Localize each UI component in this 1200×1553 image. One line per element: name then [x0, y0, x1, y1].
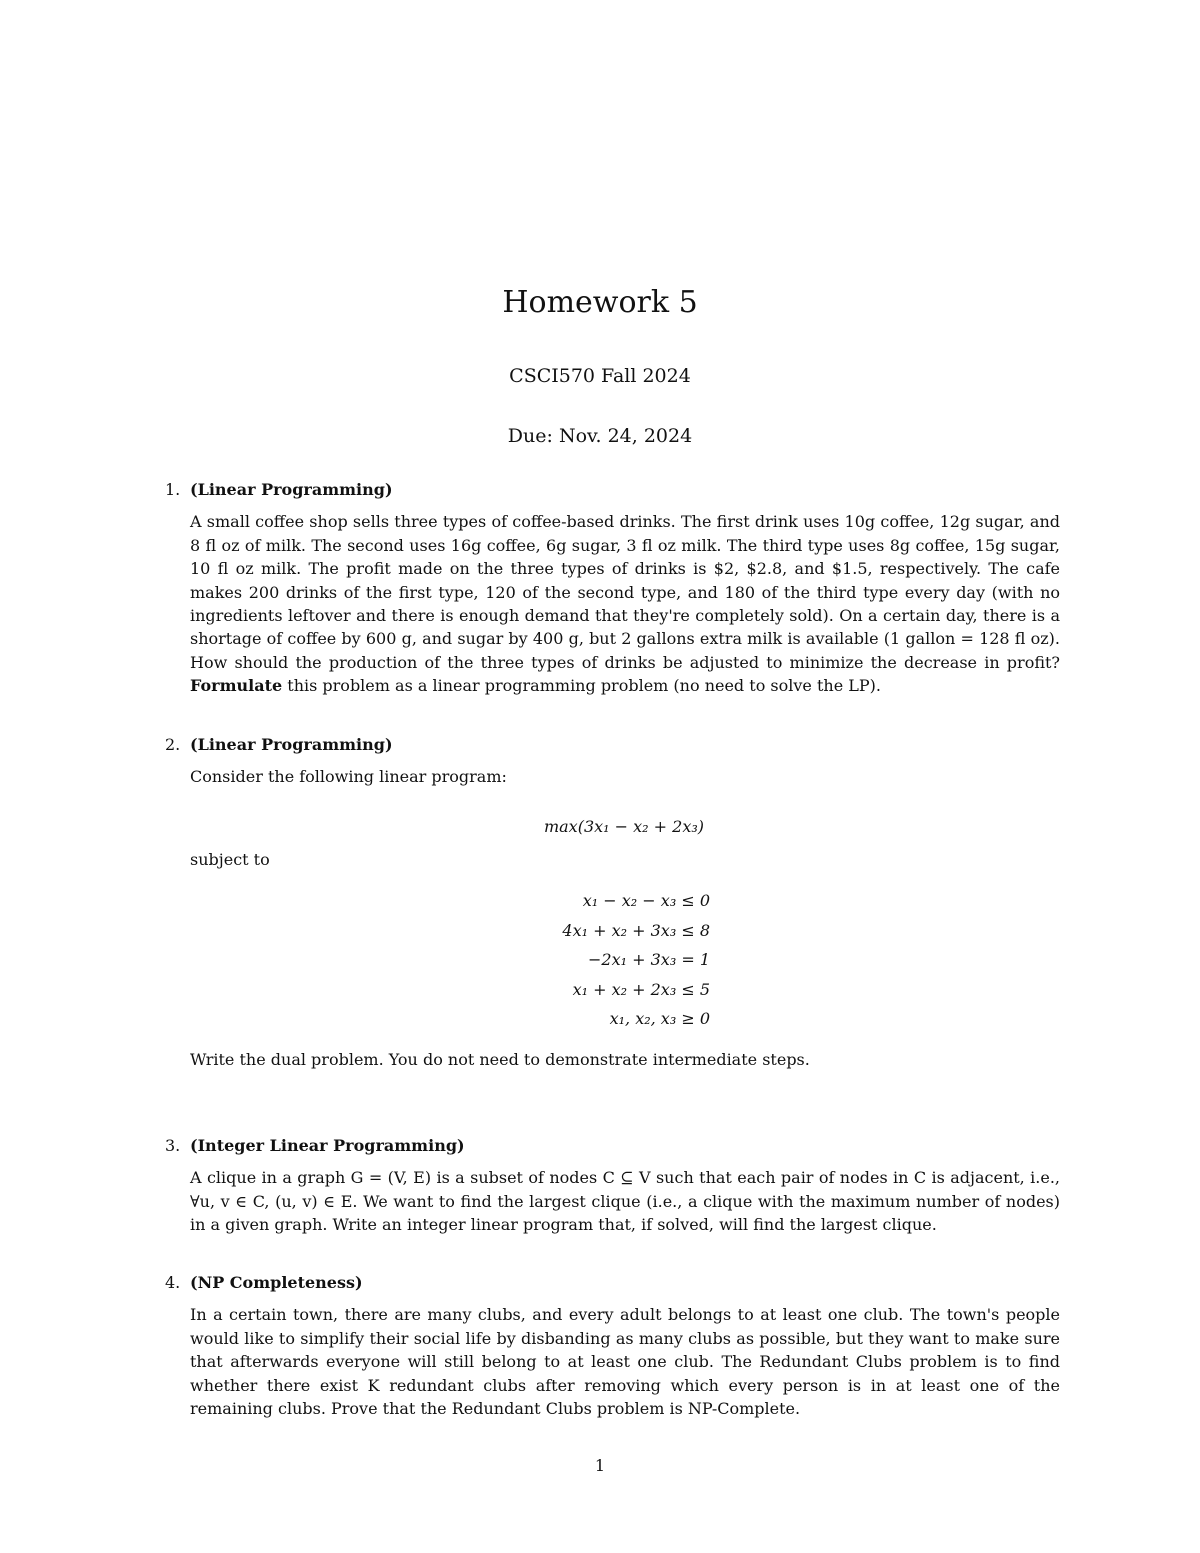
- problem-number: 1.: [165, 480, 181, 499]
- lp-constraint: 4x₁ + x₂ + 3x₃ ≤ 8: [562, 920, 710, 940]
- emphasis-formulate: Formulate: [190, 676, 283, 696]
- problem-text-end: this problem as a linear programming problem (no need to solve the LP).: [287, 676, 881, 696]
- problem-1: [165, 478, 1060, 698]
- problem-text: A small coffee shop sells three types of coffee-based drinks. The first drink uses 10g coffee, 12g sugar, and 8 fl oz of milk. The second uses 16g coffee, 6g sugar, 3 fl oz milk. The third type uses 8g coffee, 15g sugar, 10 fl oz milk. The profit made on the three types of drinks is $2, $2.8, and $1.5, respectively. The cafe makes 200 drinks of the first type, 120 of the second type, and 180 of the third type every day (with no ingredients leftover and there is enough demand that they're completely sold). On a certain day, there is a shortage of coffee by 600 g, and sugar by 400 g, but 2 gallons extra milk is available (1 gallon = 128 fl oz). How should the production of the three types of drinks be adjusted to minimize the decrease in profit?: [190, 512, 1060, 672]
- problem-title: (NP Completeness): [190, 1273, 363, 1292]
- problem-number: 4.: [165, 1273, 181, 1292]
- page-number: 1: [594, 1456, 606, 1475]
- problem-number: 2.: [165, 735, 181, 754]
- problem-title: (Integer Linear Programming): [190, 1136, 465, 1155]
- lp-constraint: −2x₁ + 3x₃ = 1: [588, 950, 710, 969]
- problem-intro: Consider the following linear program:: [190, 767, 507, 787]
- problem-closing: Write the dual problem. You do not need to demonstrate intermediate steps.: [190, 1050, 810, 1069]
- lp-constraints: [420, 886, 710, 1034]
- problem-body: [190, 510, 1060, 697]
- problem-title: (Linear Programming): [190, 735, 393, 754]
- problem-2: [165, 733, 1060, 789]
- lp-constraint: x₁, x₂, x₃ ≥ 0: [609, 1009, 710, 1028]
- lp-constraint: x₁ + x₂ + 2x₃ ≤ 5: [572, 979, 710, 999]
- problem-heading: [165, 1134, 1060, 1157]
- due-date: Due: Nov. 24, 2024: [507, 425, 693, 447]
- problem-3: [165, 1134, 1060, 1237]
- problem-body: In a certain town, there are many clubs, and every adult belongs to at least one club. The town's people would like to simplify their social life by disbanding as many clubs as possible, but they want to make sure that afterwards everyone will still belong to at least one club. The Redundant Clubs problem is to find whether there exist K redundant clubs after removing which every person is in at least one of the remaining clubs. Prove that the Redundant Clubs problem is NP-Complete.: [190, 1305, 1060, 1419]
- subject-to-label: subject to: [190, 850, 270, 869]
- problem-4: [165, 1271, 1060, 1420]
- lp-constraint: x₁ − x₂ − x₃ ≤ 0: [582, 891, 710, 910]
- problem-body: A clique in a graph G = (V, E) is a subset of nodes C ⊆ V such that each pair of nodes in C is adjacent, i.e., ∀u, v ∈ C, (u, v) ∈ E. We want to find the largest clique (i.e., a clique with the maximum number of nodes) in a given graph. Write an integer linear program that, if solved, will find the largest clique.: [190, 1168, 1060, 1235]
- problem-title: (Linear Programming): [190, 480, 393, 499]
- course-name: CSCI570 Fall 2024: [509, 365, 691, 387]
- problem-heading: [165, 1271, 1060, 1294]
- page-title: Homework 5: [502, 285, 698, 320]
- lp-objective: max(3x₁ − x₂ + 2x₃): [543, 817, 705, 836]
- problem-heading: [165, 733, 1060, 756]
- problem-number: 3.: [165, 1136, 181, 1155]
- problem-heading: [165, 478, 1060, 501]
